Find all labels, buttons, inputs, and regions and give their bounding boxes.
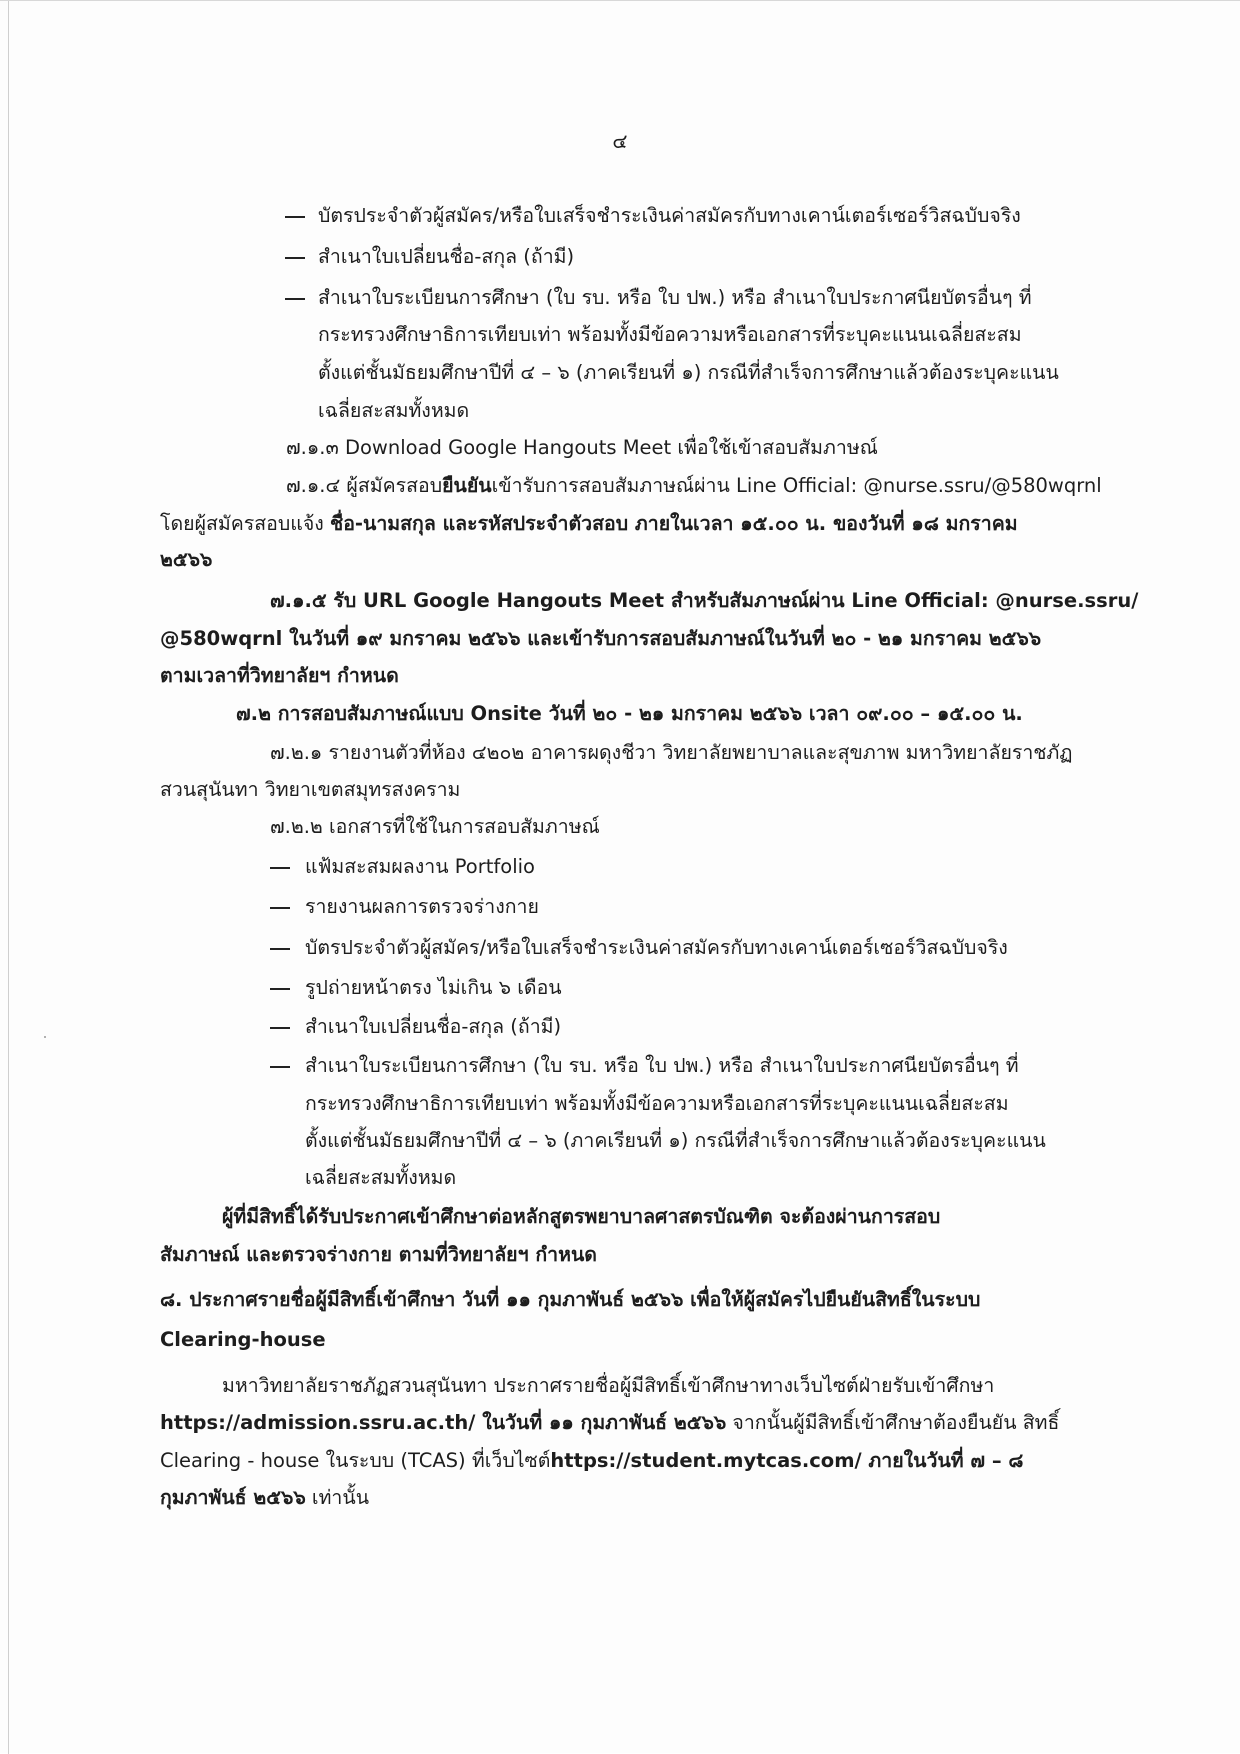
item-7-1-5-line: ตามเวลาที่วิทยาลัยฯ กำหนด <box>160 664 399 687</box>
bullet-dash <box>270 988 290 990</box>
list-item: รายงานผลการตรวจร่างกาย <box>305 895 539 918</box>
item-7-2-1-line: ๗.๒.๑ รายงานตัวที่ห้อง ๔๒๐๒ อาคารผดุงชีวา วิทยาลัยพยาบาลและสุขภาพ มหาวิทยาลัยราชภัฏ <box>270 741 1073 764</box>
item-7-1-5-line: @580wqrnl ในวันที่ ๑๙ มกราคม ๒๕๖๖ และเข้ารับการสอบสัมภาษณ์ในวันที่ ๒๐ - ๒๑ มกราคม ๒๕๖๖ <box>160 627 1042 650</box>
closing-paragraph-line: มหาวิทยาลัยราชภัฏสวนสุนันทา ประกาศรายชื่อผู้มีสิทธิ์เข้าศึกษาทางเว็บไซต์ฝ่ายรับเข้าศึกษา <box>222 1374 995 1397</box>
item-7-1-4-line: ๒๕๖๖ <box>160 548 213 571</box>
bullet-dash <box>285 298 305 300</box>
list-item: รูปถ่ายหน้าตรง ไม่เกิน ๖ เดือน <box>305 976 562 999</box>
bullet-dash <box>270 1027 290 1029</box>
scan-edge-line <box>8 1 9 1754</box>
section-8-heading-line: ๘. ประกาศรายชื่อผู้มีสิทธิ์เข้าศึกษา วันที่ ๑๑ กุมภาพันธ์ ๒๕๖๖ เพื่อให้ผู้สมัครไปยืนยันสิทธิ์ในระบบ <box>160 1288 981 1311</box>
bullet-dash <box>285 216 305 218</box>
section-7-2-heading: ๗.๒ การสอบสัมภาษณ์แบบ Onsite วันที่ ๒๐ - ๒๑ มกราคม ๒๕๖๖ เวลา ๐๙.๐๐ – ๑๕.๐๐ น. <box>236 702 1023 725</box>
bullet-dash <box>270 1066 290 1068</box>
list-item-line: สำเนาใบระเบียนการศึกษา (ใบ รบ. หรือ ใบ ปพ.) หรือ สำเนาใบประกาศนียบัตรอื่นๆ ที่ <box>318 286 1032 309</box>
item-7-1-4-emphasis: ชื่อ-นามสกุล และรหัสประจำตัวสอบ ภายในเวลา ๑๕.๐๐ น. ของวันที่ ๑๘ มกราคม <box>329 512 1018 535</box>
requirement-note-line: สัมภาษณ์ และตรวจร่างกาย ตามที่วิทยาลัยฯ กำหนด <box>160 1243 597 1266</box>
closing-date: กุมภาพันธ์ ๒๕๖๖ <box>160 1486 306 1509</box>
item-7-2-2: ๗.๒.๒ เอกสารที่ใช้ในการสอบสัมภาษณ์ <box>270 815 600 838</box>
list-item: บัตรประจำตัวผู้สมัคร/หรือใบเสร็จชำระเงินค่าสมัครกับทางเคาน์เตอร์เซอร์วิสฉบับจริง <box>305 936 1008 959</box>
admission-url[interactable]: https://admission.ssru.ac.th/ ในวันที่ ๑๑ กุมภาพันธ์ ๒๕๖๖ <box>160 1411 727 1434</box>
closing-text: Clearing - house ในระบบ (TCAS) ที่เว็บไซต์ <box>160 1449 551 1472</box>
list-item-line: สำเนาใบระเบียนการศึกษา (ใบ รบ. หรือ ใบ ปพ.) หรือ สำเนาใบประกาศนียบัตรอื่นๆ ที่ <box>305 1054 1019 1077</box>
bullet-dash <box>270 907 290 909</box>
section-8-heading-line: Clearing-house <box>160 1328 326 1351</box>
item-7-1-4-emphasis: ยืนยัน <box>442 474 492 497</box>
item-7-2-1-line: สวนสุนันทา วิทยาเขตสมุทรสงคราม <box>160 778 461 801</box>
list-item-line: กระทรวงศึกษาธิการเทียบเท่า พร้อมทั้งมีข้อความหรือเอกสารที่ระบุคะแนนเฉลี่ยสะสม <box>318 323 1022 346</box>
item-7-1-4-part: โดยผู้สมัครสอบแจ้ง <box>160 512 330 535</box>
item-7-1-4-part: เข้ารับการสอบสัมภาษณ์ผ่าน Line Official: @nurse.ssru/@580wqrnl <box>491 474 1102 497</box>
closing-paragraph-line <box>160 1445 1023 1477</box>
item-7-1-4-line <box>286 470 1102 502</box>
item-7-1-4-line <box>160 508 1018 540</box>
list-item-line: กระทรวงศึกษาธิการเทียบเท่า พร้อมทั้งมีข้อความหรือเอกสารที่ระบุคะแนนเฉลี่ยสะสม <box>305 1092 1009 1115</box>
item-7-1-4-part: ๗.๑.๔ ผู้สมัครสอบ <box>286 474 443 497</box>
list-item-line: เฉลี่ยสะสมทั้งหมด <box>305 1166 457 1189</box>
item-7-1-5-line: ๗.๑.๕ รับ URL Google Hangouts Meet สำหรับสัมภาษณ์ผ่าน Line Official: @nurse.ssru/ <box>270 589 1139 612</box>
list-item: แฟ้มสะสมผลงาน Portfolio <box>305 855 535 878</box>
scan-speck <box>44 1036 46 1038</box>
list-item-line: เฉลี่ยสะสมทั้งหมด <box>318 399 470 422</box>
list-item: สำเนาใบเปลี่ยนชื่อ-สกุล (ถ้ามี) <box>318 245 575 268</box>
bullet-dash <box>285 257 305 259</box>
closing-text: เท่านั้น <box>305 1486 370 1509</box>
bullet-dash <box>270 867 290 869</box>
requirement-note-line: ผู้ที่มีสิทธิ์ได้รับประกาศเข้าศึกษาต่อหลักสูตรพยาบาลศาสตรบัณฑิต จะต้องผ่านการสอบ <box>222 1205 941 1228</box>
list-item: บัตรประจำตัวผู้สมัคร/หรือใบเสร็จชำระเงินค่าสมัครกับทางเคาน์เตอร์เซอร์วิสฉบับจริง <box>318 204 1021 227</box>
item-7-1-3: ๗.๑.๓ Download Google Hangouts Meet เพื่อใช้เข้าสอบสัมภาษณ์ <box>286 436 878 459</box>
closing-paragraph-line <box>160 1407 1059 1439</box>
list-item: สำเนาใบเปลี่ยนชื่อ-สกุล (ถ้ามี) <box>305 1015 562 1038</box>
tcas-url[interactable]: https://student.mytcas.com/ ภายในวันที่ ๗ – ๘ <box>550 1449 1024 1472</box>
page-number: ๔ <box>612 129 628 153</box>
closing-paragraph-line <box>160 1482 369 1514</box>
bullet-dash <box>270 948 290 950</box>
list-item-line: ตั้งแต่ชั้นมัธยมศึกษาปีที่ ๔ – ๖ (ภาคเรียนที่ ๑) กรณีที่สำเร็จการศึกษาแล้วต้องระบุคะแนน <box>318 361 1059 384</box>
closing-text: จากนั้นผู้มีสิทธิ์เข้าศึกษาต้องยืนยัน สิทธิ์ <box>726 1411 1060 1434</box>
list-item-line: ตั้งแต่ชั้นมัธยมศึกษาปีที่ ๔ – ๖ (ภาคเรียนที่ ๑) กรณีที่สำเร็จการศึกษาแล้วต้องระบุคะแนน <box>305 1129 1046 1152</box>
